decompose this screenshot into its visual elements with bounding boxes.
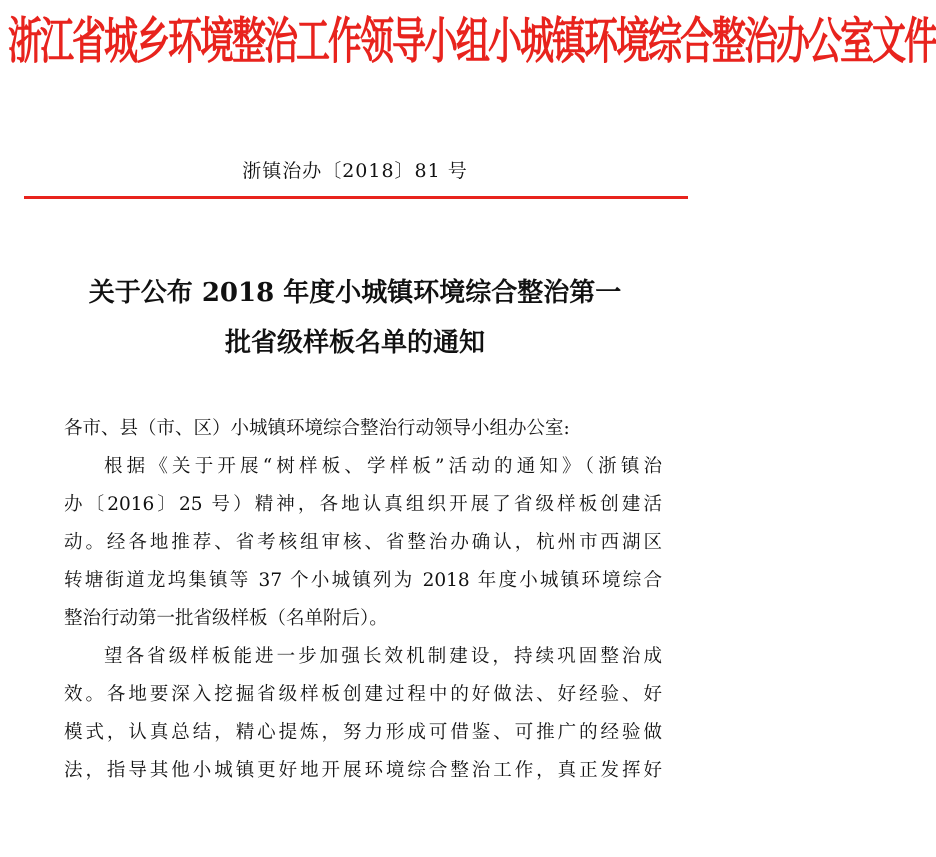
paragraph-1-line: 整治行动第一批省级样板（名单附后）。 — [64, 608, 388, 629]
document-title-line-2: 批省级样板名单的通知 — [224, 328, 485, 358]
paragraph-2-line: 法，指导其他小城镇更好地开展环境综合整治工作，真正发挥好 — [64, 760, 662, 781]
issuing-authority-header: 浙江省城乡环境整治工作领导小组小城镇环境综合整治办公室文件 — [8, 12, 936, 71]
red-divider-line — [24, 196, 688, 199]
paragraph-1-line: 办〔2016〕25 号）精神，各地认真组织开展了省级样板创建活 — [64, 494, 662, 515]
salutation: 各市、县（市、区）小城镇环境综合整治行动领导小组办公室: — [64, 418, 570, 439]
document-body — [64, 410, 662, 790]
paragraph-1-line: 转塘街道龙坞集镇等 37 个小城镇列为 2018 年度小城镇环境综合 — [64, 570, 662, 591]
paragraph-1-line: 根据《关于开展“树样板、学样板”活动的通知》（浙镇治 — [104, 456, 662, 477]
paragraph-2-line: 望各省级样板能进一步加强长效机制建设，持续巩固整治成 — [104, 646, 662, 667]
paragraph-2-line: 模式，认真总结，精心提炼，努力形成可借鉴、可推广的经验做 — [64, 722, 662, 743]
document-number: 浙镇治办〔2018〕81 号 — [242, 160, 468, 182]
document-title — [40, 268, 670, 368]
paragraph-2-line: 效。各地要深入挖掘省级样板创建过程中的好做法、好经验、好 — [64, 684, 662, 705]
paragraph-1-line: 动。经各地推荐、省考核组审核、省整治办确认，杭州市西湖区 — [64, 532, 662, 553]
document-title-line-1: 关于公布 2018 年度小城镇环境综合整治第一 — [88, 278, 622, 308]
